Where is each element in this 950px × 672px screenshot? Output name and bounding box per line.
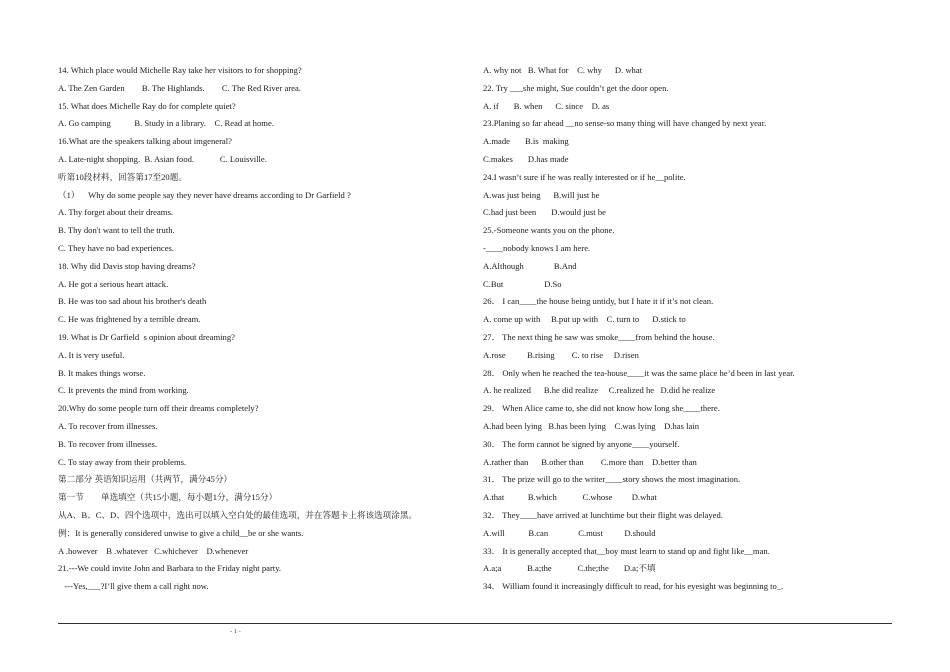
text-line: 18. Why did Davis stop having dreams? (58, 260, 196, 271)
text-line: 33． It is generally accepted that__boy must learn to stand up and fight like__man. (483, 545, 770, 556)
text-line: A. if B. when C. since D. as (483, 100, 610, 111)
text-line: A.rather than B.other than C.more than D.better than (483, 456, 697, 467)
text-line: A. The Zen Garden B. The Highlands. C. The Red River area. (58, 82, 301, 93)
text-line: （1） Why do some people say they never have dreams according to Dr Garfield ? (58, 189, 351, 200)
subsection-heading: 第一节 单选填空（共15小题，每小题1分，满分15分） (58, 492, 278, 503)
text-line: A.will B.can C.must D.should (483, 527, 656, 538)
text-line: B. He was too sad about his brother's death (58, 296, 207, 307)
page-number: - 1 - (230, 628, 241, 635)
text-line: A. He got a serious heart attack. (58, 278, 169, 289)
text-line: C.But D.So (483, 278, 562, 289)
right-column (483, 62, 903, 596)
text-line: A.had been lying B.has been lying C.was lying D.has lain (483, 420, 700, 431)
text-line: A. Late-night shopping. B. Asian food. C. Louisville. (58, 153, 267, 164)
text-line: A .however B .whatever C.whichever D.whenever (58, 545, 249, 556)
example-line: 例：It is generally considered unwise to give a child__be or she wants. (58, 527, 304, 538)
text-line: B. To recover from illnesses. (58, 438, 157, 449)
text-line: A. come up with B.put up with C. turn to D.stick to (483, 314, 686, 325)
text-line: 27． The next thing he saw was smoke____from behind the house. (483, 331, 715, 342)
section-heading: 第二部分 英语知识运用（共两节，满分45分） (58, 474, 233, 485)
text-line: A. To recover from illnesses. (58, 420, 158, 431)
text-line: 31． The prize will go to the writer____story shows the most imagination. (483, 474, 741, 485)
text-line: A. It is very useful. (58, 349, 125, 360)
text-line: A. he realized B.he did realize C.realized he D.did he realize (483, 385, 716, 396)
text-line: 14. Which place would Michelle Ray take her visitors to for shopping? (58, 65, 302, 75)
text-line: A. Go camping B. Study in a library. C. Read at home. (58, 118, 274, 129)
text-line: -____nobody knows I am here. (483, 242, 591, 253)
footer-divider (58, 623, 892, 624)
text-line: C. They have no bad experiences. (58, 242, 175, 253)
text-line: A.that B.which C.whose D.what (483, 492, 657, 503)
text-line: 32． They____have arrived at lunchtime but their flight was delayed. (483, 509, 723, 520)
text-line: 19. What is Dr Garfield s opinion about dreaming? (58, 331, 235, 342)
text-line: A. Thy forget about their dreams. (58, 207, 173, 218)
text-line: 30． The form cannot be signed by anyone____yourself. (483, 438, 680, 449)
text-line: 20.Why do some people turn off their dreams completely? (58, 403, 259, 414)
text-line: 24.I wasn’t sure if he was really interested or if he__polite. (483, 171, 686, 182)
text-line: C. It prevents the mind from working. (58, 385, 189, 396)
text-line: 22. Try ___she might, Sue couldn’t get the door open. (483, 82, 669, 93)
text-line: 25.-Someone wants you on the phone. (483, 225, 615, 236)
text-line: 15. What does Michelle Ray do for complete quiet? (58, 100, 236, 111)
text-line: 34． William found it increasingly difficult to read, for his eyesight was beginning to_. (483, 581, 784, 592)
text-line: A.rose B.rising C. to rise D.risen (483, 349, 639, 360)
left-column (58, 62, 468, 596)
text-line: A. why not B. What for C. why D. what (483, 65, 643, 75)
text-line: C. He was frightened by a terrible dream. (58, 314, 201, 325)
text-line: B. It makes things worse. (58, 367, 146, 378)
text-line: A.Although B.And (483, 260, 577, 271)
text-line: C.had just been D.would just be (483, 207, 606, 218)
instructions: 从A、B、C、D、四个选项中，选出可以填入空白处的最佳选项，并在答题卡上将该选项涂黑。 (58, 509, 418, 520)
text-line: C.makes D.has made (483, 153, 569, 164)
text-line: 16.What are the speakers talking about imgeneral? (58, 136, 232, 147)
text-line: 21.---We could invite John and Barbara to the Friday night party. (58, 563, 282, 574)
text-line: ---Yes,___?I’ll give them a call right now. (58, 581, 209, 592)
text-line: A.was just being B.will just be (483, 189, 600, 200)
text-line: 28． Only when he reached the tea-house____it was the same place he’d been in last year. (483, 367, 795, 378)
text-line: 29． When Alice came to, she did not know how long she____there. (483, 403, 720, 414)
text-line: 23.Planing so far ahead __no sense-so many thing will have changed by next year. (483, 118, 767, 129)
text-line: A.a;a B.a;the C.the;the D.a;不填 (483, 563, 656, 574)
text-line: A.made B.is making (483, 136, 569, 147)
text-line: C. To stay away from their problems. (58, 456, 187, 467)
text-line: B. Thy don't want to tell the truth. (58, 225, 175, 236)
text-line: 听第10段材料，回答第17至20题。 (58, 171, 187, 182)
text-line: 26． I can____the house being untidy, but I hate it if it’s not clean. (483, 296, 714, 307)
